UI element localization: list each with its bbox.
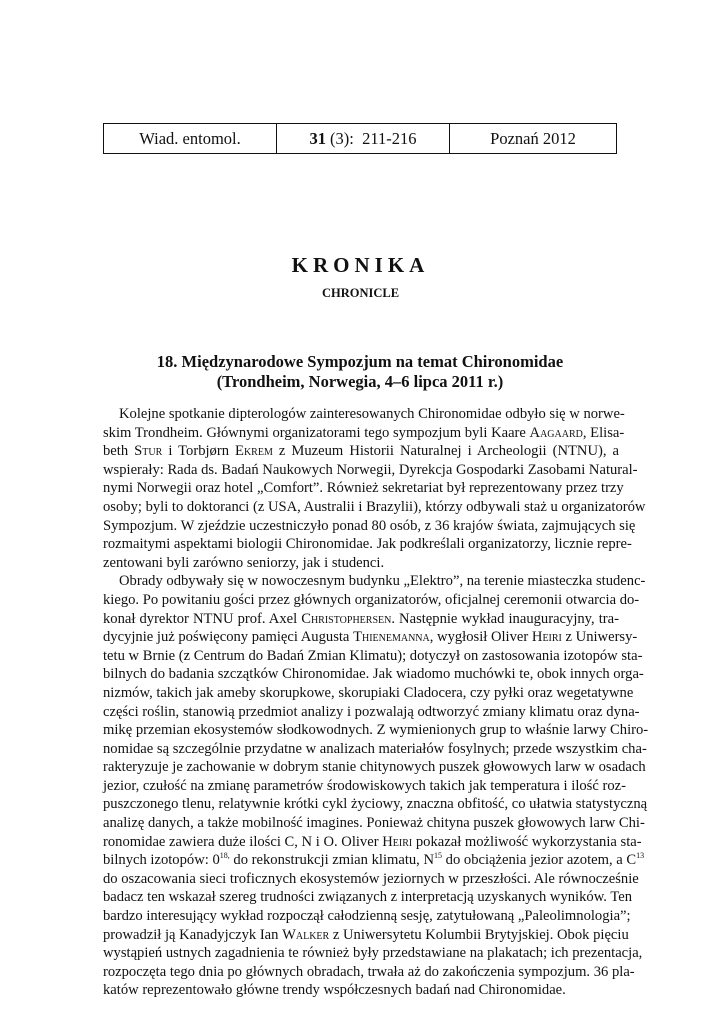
text-line: rakteryzuje je zachowanie w dobrym stanie chitynowych puszek głowowych larw w osadach	[103, 759, 646, 776]
text-run: bilnych izotopów: 0	[103, 852, 220, 869]
text-line: wspierały: Rada ds. Badań Naukowych Norwegii, Dyrekcja Gospodarki Zasobami Natural-	[103, 461, 638, 478]
text-run: , wygłosił Oliver	[429, 629, 532, 646]
text-line	[103, 424, 625, 443]
text-run: i Torbjørn	[162, 443, 236, 460]
text-line	[103, 610, 619, 629]
section-title: KRONIKA	[291, 253, 430, 277]
author-name: Christophersen	[301, 610, 392, 627]
isotope-superscript: 18,	[219, 851, 230, 861]
text-run: pokazał możliwość wykorzystania sta-	[412, 833, 642, 850]
text-line: kiego. Po powitaniu gości przez głównych organizatorów, oficjalnej ceremonii otwarcia do-	[103, 591, 640, 608]
author-name: Ekrem	[235, 443, 273, 460]
text-line: wystąpień ustnych zagadnienia te również były przedstawiane na plakatach; ich prezentacja,	[103, 945, 643, 962]
journal-header-box	[103, 123, 617, 154]
article-title-line-2: (Trondheim, Norwegia, 4–6 lipca 2011 r.)	[216, 372, 504, 391]
volume-number: 31	[309, 128, 327, 148]
text-line	[103, 628, 638, 647]
text-line: części roślin, stanowią przedmiot analizy i pozwalają odtworzyć zmiany klimatu oraz dyna-	[103, 703, 640, 720]
text-line: analizę danych, a także mobilność imagines. Ponieważ chityna puszek głowowych larw Chi-	[103, 815, 645, 832]
text-run: . Następnie wykład inauguracyjny, tra-	[391, 610, 619, 627]
section-subtitle: CHRONICLE	[321, 286, 400, 300]
text-run: z Uniwersytetu Kolumbii Brytyjskiej. Obok pięciu	[329, 926, 629, 943]
text-line: jezior, czułość na zmianę parametrów środowiskowych takich jak temperatura i ilość roz-	[103, 777, 626, 794]
journal-name: Wiad. entomol.	[139, 128, 241, 148]
text-line: bardzo interesujący wykład rozpoczął całodzienną sesję, zatytułowaną „Paleolimnologia”;	[103, 908, 631, 925]
text-line: nymi Norwegii oraz hotel „Comfort”. Również sekretariat był reprezentowany przez trzy	[103, 480, 624, 497]
place-year-cell	[450, 124, 616, 153]
text-line: rozmaitymi aspektami biologii Chironomidae. Jak podkreślali organizatorzy, licznie repre-	[103, 536, 632, 553]
author-name: Thienemanna	[353, 629, 430, 646]
issue-pages: (3): 211-216	[330, 128, 417, 148]
article-title	[103, 352, 617, 392]
text-line	[103, 442, 619, 461]
text-run: z Muzeum Historii Naturalnej i Archeologii (NTNU), a	[272, 443, 619, 460]
author-name: Heiri	[531, 629, 562, 646]
text-line: Sympozjum. W zjeździe uczestniczyło ponad 80 osób, z 36 krajów świata, zajmujących się	[103, 517, 636, 534]
article-body	[103, 405, 649, 1000]
text-line: tetu w Brnie (z Centrum do Badań Zmian Klimatu); dotyczył on zastosowania izotopów sta-	[103, 647, 643, 664]
text-line: nizmów, takich jak ameby skorupkowe, skorupiaki Cladocera, czy pyłki oraz wegetatywne	[103, 684, 634, 701]
text-run: skim Trondheim. Głównymi organizatorami tego sympozjum byli Kaare	[103, 424, 530, 441]
text-line: zentowani byli zarówno seniorzy, jak i studenci.	[103, 554, 385, 571]
text-run: ronomidae zawiera duże ilości C, N i O. Oliver	[103, 833, 383, 850]
text-line: bilnych do badania szczątków Chironomidae. Jak wiadomo muchówki te, obok innych orga-	[103, 666, 644, 683]
text-line	[103, 851, 645, 870]
text-run: dycyjnie już poświęcony pamięci Augusta	[103, 629, 354, 646]
text-line: osoby; byli to doktoranci (z USA, Australii i Brazylii), którzy odbywali staż u organizatorów	[103, 498, 646, 515]
text-line	[103, 833, 642, 852]
place-year: Poznań 2012	[490, 128, 576, 148]
journal-name-cell	[104, 124, 277, 153]
volume-cell	[277, 124, 450, 153]
text-line: rozpoczęta tego dnia po głównych obradach, trwała aż do zakończenia sympozjum. 36 pla-	[103, 963, 635, 980]
author-name: Aagaard	[529, 424, 583, 441]
text-run: beth	[103, 443, 135, 460]
author-name: Walker	[282, 926, 330, 943]
author-name: Stur	[134, 443, 163, 460]
text-line: puszczonego tlenu, relatywnie krótki cykl życiowy, znaczna obfitość, co ułatwia statystyczną	[103, 796, 648, 813]
article-title-line-1: 18. Międzynarodowe Sympozjum na temat Chironomidae	[156, 352, 564, 371]
text-line: katów reprezentowało główne trendy współczesnych badań nad Chironomidae.	[103, 982, 566, 999]
text-line: badacz ten wskazał szereg trudności związanych z interpretacją uzyskanych wyników. Ten	[103, 889, 632, 906]
text-run: z Uniwersy-	[561, 629, 638, 646]
text-line: Obrady odbywały się w nowoczesnym budynku „Elektro”, na terenie miasteczka studenc-	[119, 573, 646, 590]
text-run: prowadził ją Kanadyjczyk Ian	[103, 926, 283, 943]
text-run: do obciążenia jezior azotem, a C	[442, 852, 637, 869]
text-line: do oszacowania sieci troficznych ekosystemów jeziornych w przeszłości. Ale równocześnie	[103, 870, 639, 887]
text-line: mikę przemian ekosystemów słodkowodnych. Z wymienionych grup to właśnie larwy Chiro-	[103, 722, 649, 739]
text-line: Kolejne spotkanie dipterologów zainteresowanych Chironomidae odbyło się w norwe-	[119, 406, 625, 422]
text-run: , Elisa-	[582, 424, 625, 441]
isotope-superscript: 13	[636, 851, 645, 861]
text-line	[103, 926, 629, 945]
isotope-superscript: 15	[434, 851, 443, 861]
text-run: konał dyrektor NTNU prof. Axel	[103, 610, 302, 627]
author-name: Heiri	[382, 833, 413, 850]
text-run: do rekonstrukcji zmian klimatu, N	[229, 852, 435, 869]
text-line: nomidae są szczególnie przydatne w analizach materiałów fosylnych; przede wszystkim cha-	[103, 740, 647, 757]
